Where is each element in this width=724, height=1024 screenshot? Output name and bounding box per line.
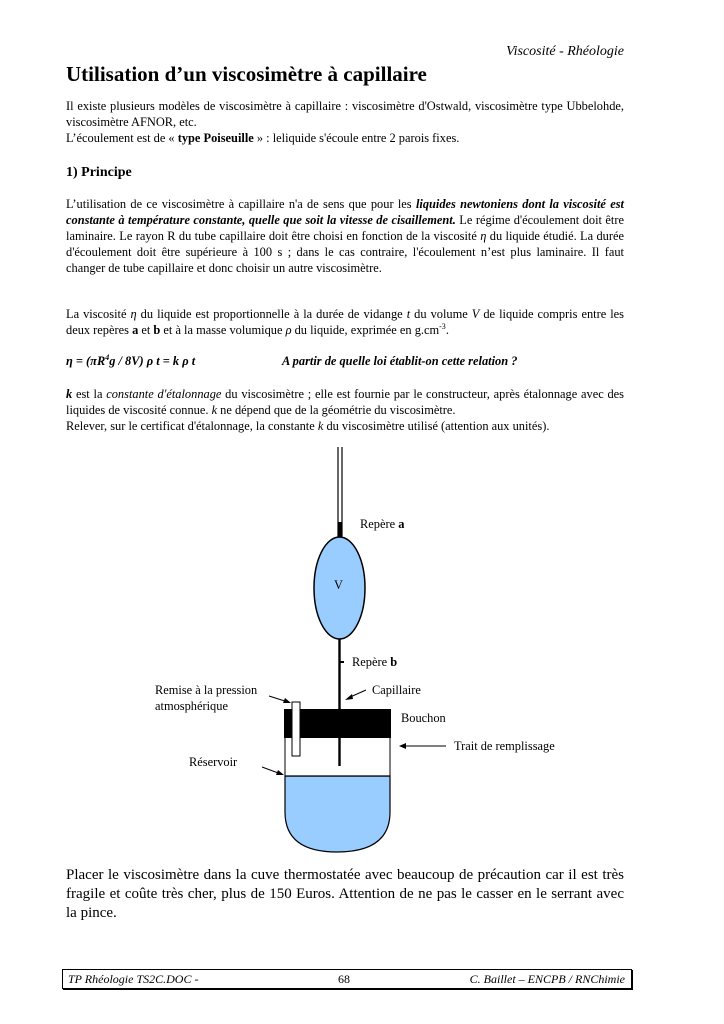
text: Relever, sur le certificat d'étalonnage, la constante xyxy=(66,419,318,433)
page-footer xyxy=(62,969,632,989)
closing-paragraph: Placer le viscosimètre dans la cuve thermostatée avec beaucoup de précaution car il est très fragile et coûte très cher, plus de 150 Euros. Attention de ne pas le casser en le serrant avec la pince. xyxy=(66,867,624,921)
calibration-constant-term: constante d'étalonnage xyxy=(106,387,222,401)
question: A partir de quelle loi établit-on cette relation ? xyxy=(282,354,518,368)
text: Le régime d'écoulement doit être laminaire. Le rayon R du tube capillaire doit être choisi en fonction de la viscosité xyxy=(66,213,624,243)
eta-symbol: η xyxy=(480,229,487,243)
text: et xyxy=(138,323,154,337)
section-heading-principe: 1) Principe xyxy=(66,165,132,180)
mark-a-label xyxy=(360,517,404,532)
intro-line-1: Il existe plusieurs modèles de viscosimètre à capillaire : viscosimètre d'Ostwald, viscosimètre type Ubbelohde, viscosimètre AFNOR, etc. xyxy=(66,99,624,129)
text: du viscosimètre utilisé (attention aux unités). xyxy=(323,419,550,433)
mark-b: b xyxy=(153,323,161,337)
rho-symbol: ρ xyxy=(285,323,292,337)
eta-symbol: η xyxy=(130,307,137,321)
text: » : leliquide s'écoule entre 2 parois fixes. xyxy=(253,131,460,145)
text: L’utilisation de ce viscosimètre à capillaire n'a de sens que pour les xyxy=(66,197,416,211)
mark-a: a xyxy=(132,323,139,337)
text: Repère xyxy=(352,655,391,669)
newtonian-emphasis: liquides newtoniens dont la viscosité est constante à température constante, quelle que soit la vitesse de cisaillement. xyxy=(66,197,624,227)
text: du viscosimètre ; elle est fournie par le constructeur, après étalonnage avec des liquides de viscosité connue. xyxy=(66,387,624,417)
formula-exponent: 4 xyxy=(105,352,110,362)
mark-b-letter: b xyxy=(390,655,398,669)
text: L’écoulement est de « xyxy=(66,131,178,145)
k-symbol: k xyxy=(211,403,218,417)
text: ne dépend que de la géométrie du viscosimètre. xyxy=(217,403,456,417)
text: La viscosité xyxy=(66,307,131,321)
page-title: Utilisation d’un viscosimètre à capillaire xyxy=(66,62,427,86)
text: du liquide étudié. La durée d'écoulement doit être supérieure à 100 s ; dans le cas contraire, l'écoulement n’est plus laminaire. Il faut changer de tube capillaire et donc choisir un autre viscosimètre. xyxy=(66,229,625,275)
fill-line-label: Trait de remplissage xyxy=(454,739,555,753)
poiseuille-term: type Poiseuille xyxy=(177,131,254,145)
k-symbol: k xyxy=(317,419,324,433)
vent-label-line2: atmosphérique xyxy=(155,699,228,713)
stopper-label: Bouchon xyxy=(401,711,446,725)
bulb-volume-label: V xyxy=(334,578,343,592)
text: du volume xyxy=(410,307,472,321)
k-symbol: k xyxy=(66,387,73,401)
reservoir-label: Réservoir xyxy=(189,755,238,769)
v-symbol: V xyxy=(471,307,480,321)
running-header: Viscosité - Rhéologie xyxy=(506,44,624,59)
formula-part: η = (πR xyxy=(66,354,106,368)
mark-a-letter: a xyxy=(398,517,405,531)
t-symbol: t xyxy=(406,307,411,321)
text: et à la masse volumique xyxy=(160,323,286,337)
vent-label-line1: Remise à la pression xyxy=(155,683,258,697)
text: est la xyxy=(72,387,107,401)
text: de liquide compris entre les deux repères xyxy=(66,307,625,337)
text: du liquide, exprimée en g.cm xyxy=(291,323,440,337)
text: . xyxy=(445,323,449,337)
exponent: -3 xyxy=(439,321,446,331)
footer-filename: TP Rhéologie TS2C.DOC - xyxy=(68,972,199,986)
footer-author: C. Baillet – ENCPB / RNChimie xyxy=(469,972,625,986)
capillary-label: Capillaire xyxy=(372,683,421,697)
text: du liquide est proportionnelle à la durée de vidange xyxy=(136,307,407,321)
mark-b-label xyxy=(352,655,397,670)
formula-part: g / 8V) ρ t = k ρ t xyxy=(109,354,196,368)
text: Repère xyxy=(360,517,399,531)
page-number: 68 xyxy=(338,972,350,986)
